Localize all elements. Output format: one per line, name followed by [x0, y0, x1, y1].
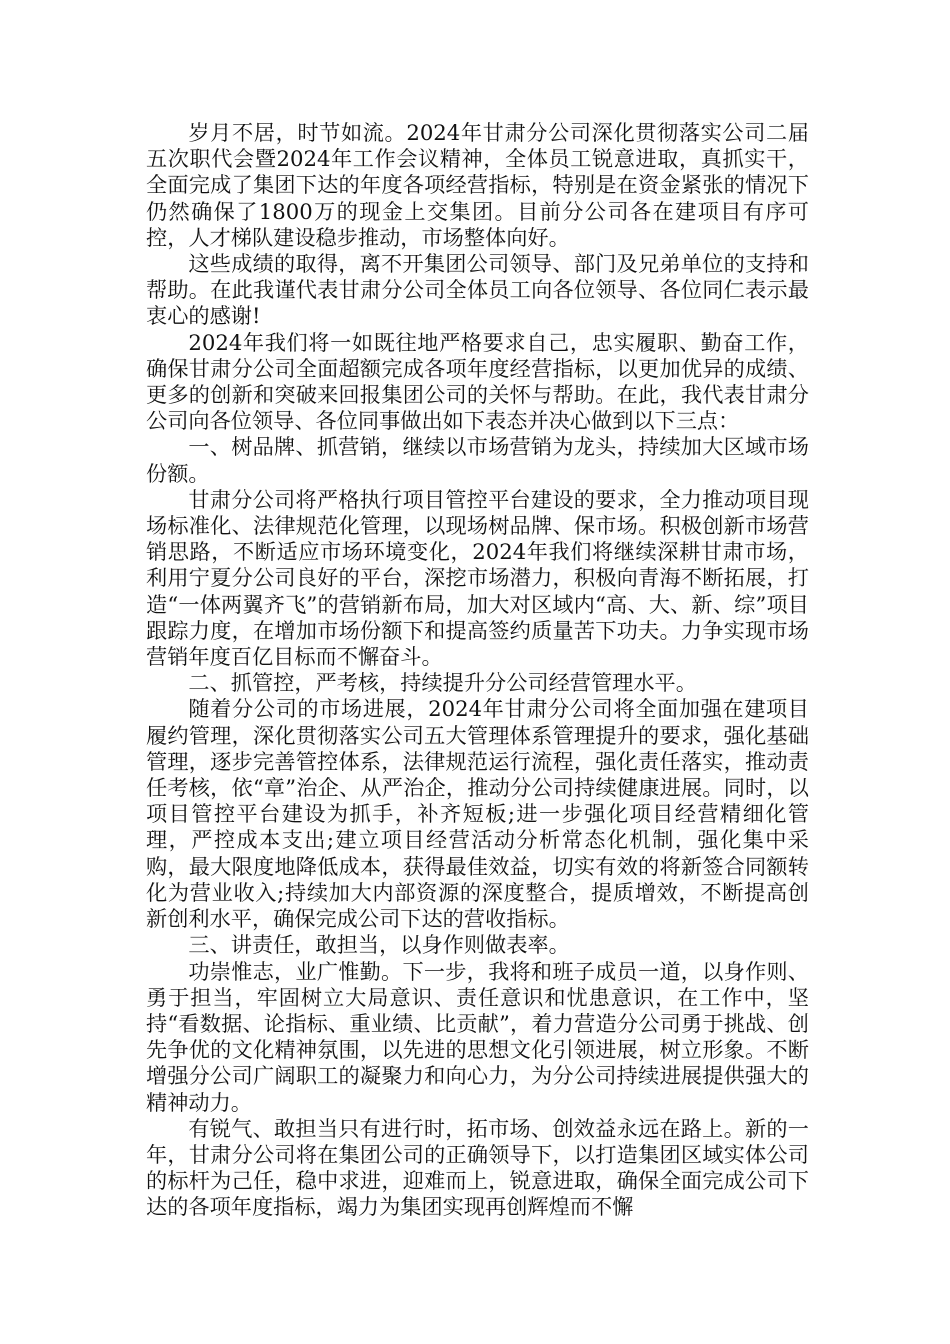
document-page [146, 120, 809, 1221]
section-heading-1: 一、树品牌、抓营销，继续以市场营销为龙头，持续加大区域市场份额。 [146, 434, 809, 486]
paragraph-2: 这些成绩的取得，离不开集团公司领导、部门及兄弟单位的支持和帮助。在此我谨代表甘肃分公司全体员工向各位领导、各位同仁表示最衷心的感谢! [146, 251, 809, 329]
paragraph-3: 2024年我们将一如既往地严格要求自己，忠实履职、勤奋工作，确保甘肃分公司全面超额完成各项年度经营指标，以更加优异的成绩、更多的创新和突破来回报集团公司的关怀与帮助。在此，我代表甘肃分公司向各位领导、各位同事做出如下表态并决心做到以下三点： [146, 329, 809, 434]
paragraph-4: 甘肃分公司将严格执行项目管控平台建设的要求，全力推动项目现场标准化、法律规范化管理，以现场树品牌、保市场。积极创新市场营销思路，不断适应市场环境变化，2024年我们将继续深耕甘肃市场，利用宁夏分公司良好的平台，深挖市场潜力，积极向青海不断拓展，打造“一体两翼齐飞”的营销新布局，加大对区域内“高、大、新、综”项目跟踪力度，在增加市场份额下和提高签约质量苦下功夫。力争实现市场营销年度百亿目标而不懈奋斗。 [146, 486, 809, 670]
paragraph-5: 随着分公司的市场进展，2024年甘肃分公司将全面加强在建项目履约管理，深化贯彻落实公司五大管理体系管理提升的要求，强化基础管理，逐步完善管控体系，法律规范运行流程，强化责任落实，推动责任考核，依“章”治企、从严治企，推动分公司持续健康进展。同时，以项目管控平台建设为抓手，补齐短板;进一步强化项目经营精细化管理，严控成本支出;建立项目经营活动分析常态化机制，强化集中采购，最大限度地降低成本，获得最佳效益，切实有效的将新签合同额转化为营业收入;持续加大内部资源的深度整合，提质增效，不断提高创新创利水平，确保完成公司下达的营收指标。 [146, 696, 809, 932]
paragraph-1: 岁月不居，时节如流。2024年甘肃分公司深化贯彻落实公司二届五次职代会暨2024年工作会议精神，全体员工锐意进取，真抓实干，全面完成了集团下达的年度各项经营指标，特别是在资金紧张的情况下仍然确保了1800万的现金上交集团。目前分公司各在建项目有序可控，人才梯队建设稳步推动，市场整体向好。 [146, 120, 809, 250]
paragraph-6: 功崇惟志，业广惟勤。下一步，我将和班子成员一道，以身作则、勇于担当，牢固树立大局意识、责任意识和忧患意识，在工作中，坚持“看数据、论指标、重业绩、比贡献”，着力营造分公司勇于挑战、创先争优的文化精神氛围，以先进的思想文化引领进展，树立形象。不断增强分公司广阔职工的凝聚力和向心力，为分公司持续进展提供强大的精神动力。 [146, 958, 809, 1115]
section-heading-2: 二、抓管控，严考核，持续提升分公司经营管理水平。 [188, 670, 697, 696]
paragraph-7: 有锐气、敢担当只有进行时，拓市场、创效益永远在路上。新的一年，甘肃分公司将在集团公司的正确领导下，以打造集团区域实体公司的标杆为己任，稳中求进，迎难而上，锐意进取，确保全面完成公司下达的各项年度指标，竭力为集团实现再创辉煌而不懈 [146, 1115, 809, 1220]
section-heading-3: 三、讲责任，敢担当，以身作则做表率。 [188, 932, 570, 958]
